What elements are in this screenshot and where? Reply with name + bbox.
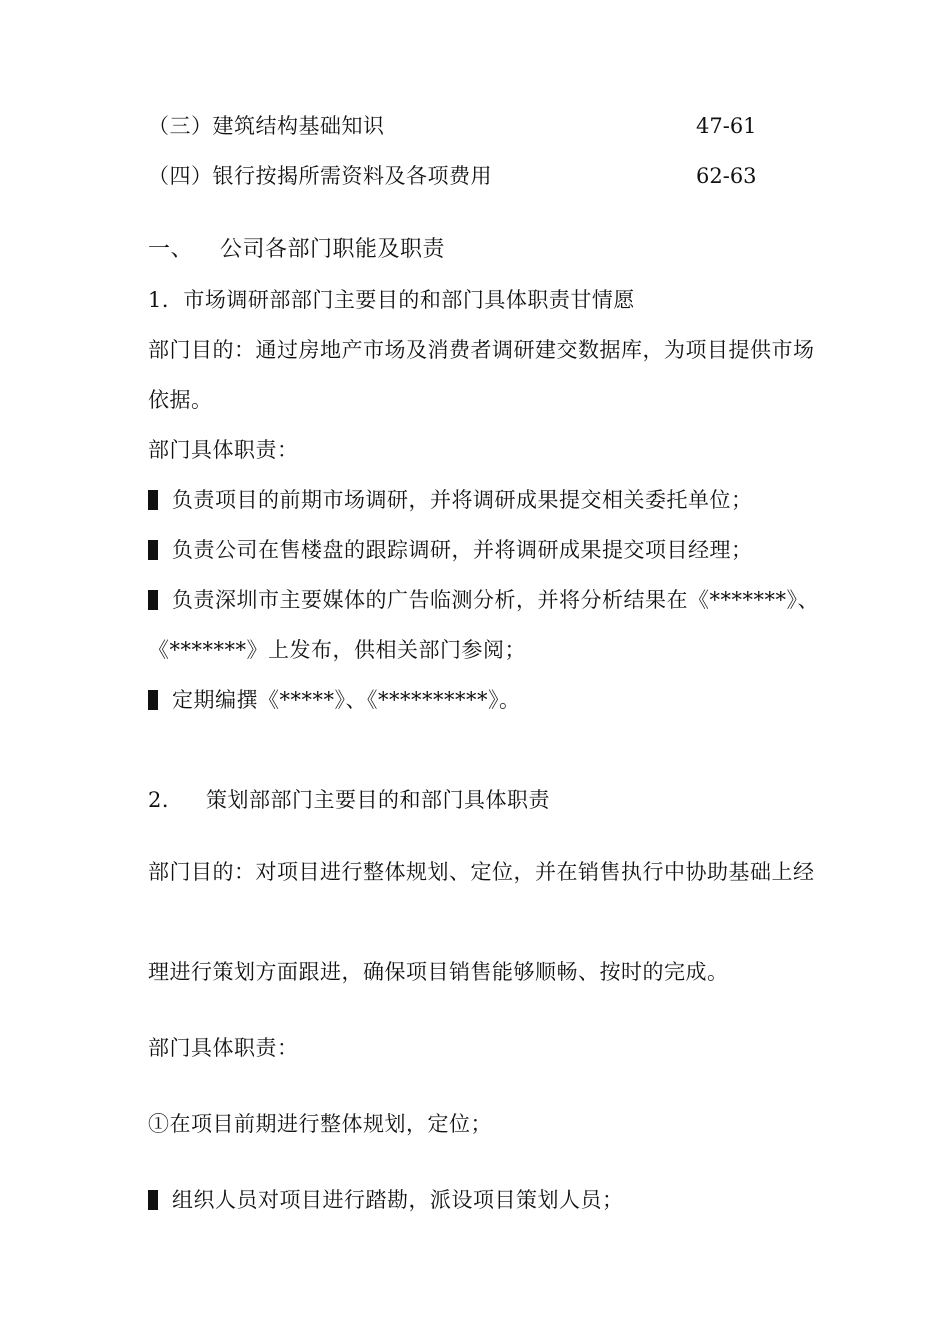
toc-entry-title: （四）银行按揭所需资料及各项费用 xyxy=(148,164,492,188)
square-bullet-icon xyxy=(148,490,158,510)
section-number: 一、 xyxy=(148,237,194,262)
list-item: 组织人员对项目进行踏勘，派设项目策划人员； xyxy=(148,1186,624,1214)
list-item: 负责深圳市主要媒体的广告临测分析，并将分析结果在《*******》、 xyxy=(148,586,819,614)
toc-entry-pages: 62-63 xyxy=(696,164,757,188)
list-item: 定期编撰《*****》、《**********》。 xyxy=(148,686,521,714)
dept2-purpose: 部门目的：对项目进行整体规划、定位，并在销售执行中协助基础上经 xyxy=(148,860,815,884)
square-bullet-icon xyxy=(148,540,158,560)
dept1-purpose-cont: 依据。 xyxy=(148,388,213,412)
dept2-item-1: ①在项目前期进行整体规划，定位； xyxy=(148,1112,492,1136)
dept1-purpose: 部门目的：通过房地产市场及消费者调研建交数据库，为项目提供市场 xyxy=(148,338,815,362)
dept1-heading: 1．市场调研部部门主要目的和部门具体职责甘情愿 xyxy=(148,288,635,312)
square-bullet-icon xyxy=(148,690,158,710)
square-bullet-icon xyxy=(148,590,158,610)
list-item-cont: 《*******》上发布，供相关部门参阅； xyxy=(148,638,526,662)
dept2-number: 2． xyxy=(148,788,184,812)
toc-entry-title: （三）建筑结构基础知识 xyxy=(148,114,385,138)
section-title: 公司各部门职能及职责 xyxy=(220,237,446,262)
dept2-heading xyxy=(148,786,550,814)
list-item: 负责公司在售楼盘的跟踪调研，并将调研成果提交项目经理； xyxy=(148,536,753,564)
list-item: 负责项目的前期市场调研，并将调研成果提交相关委托单位； xyxy=(148,486,753,514)
square-bullet-icon xyxy=(148,1190,158,1210)
dept1-duties-label: 部门具体职责： xyxy=(148,438,299,462)
dept2-purpose-cont: 理进行策划方面跟进，确保项目销售能够顺畅、按时的完成。 xyxy=(148,960,729,984)
toc-entry-pages: 47-61 xyxy=(696,114,757,138)
dept2-duties-label: 部门具体职责： xyxy=(148,1036,299,1060)
section-heading xyxy=(148,236,445,264)
dept2-title: 策划部部门主要目的和部门具体职责 xyxy=(206,788,550,812)
